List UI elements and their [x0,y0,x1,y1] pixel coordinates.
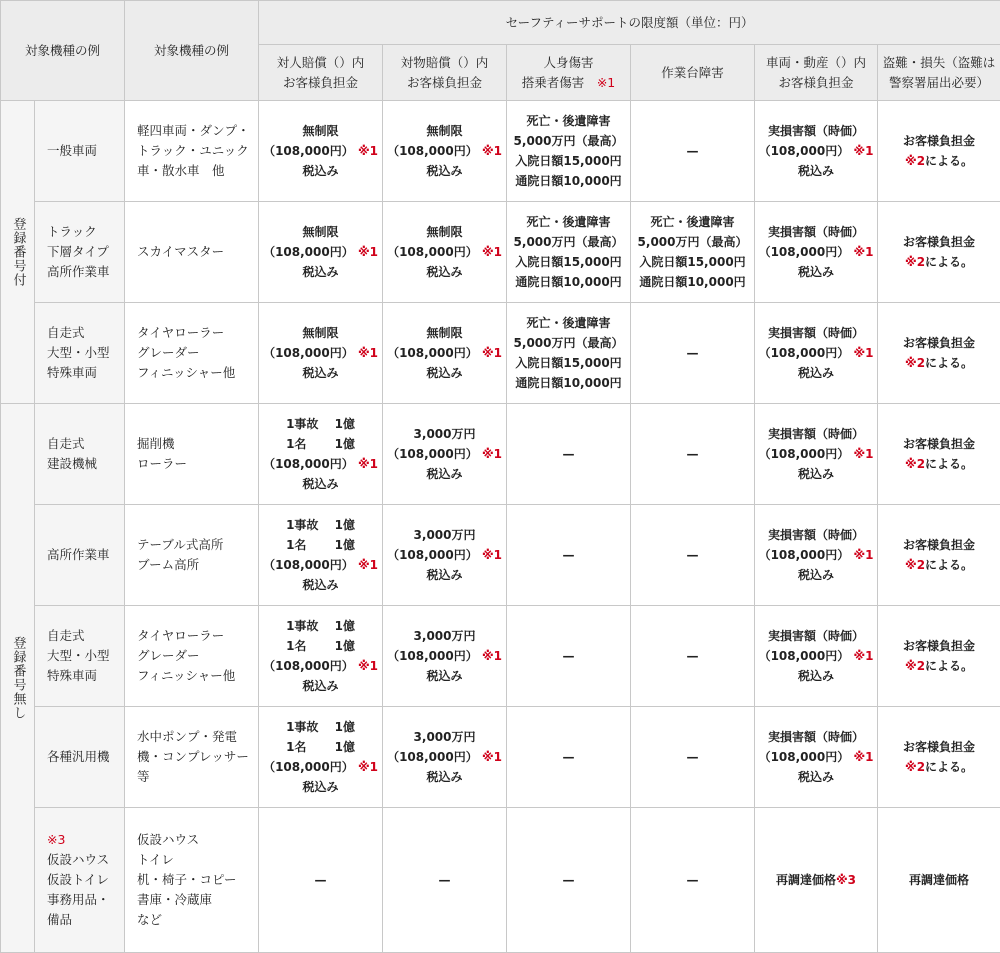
personal-injury-value: — [507,808,631,953]
machine-example: タイヤローラー グレーダー フィニッシャー他 [125,606,259,707]
bodily-liability-value: 1事故 1億 1名 1億 （108,000円） ※1 税込み [259,707,383,808]
header-property-liability: 対物賠償（）内 お客様負担金 [383,45,507,101]
machine-type: トラック 下層タイプ 高所作業車 [35,202,125,303]
table-row [1,202,1000,303]
machine-type: 一般車両 [35,101,125,202]
property-liability-value: 3,000万円 （108,000円） ※1 税込み [383,606,507,707]
personal-injury-value: — [507,404,631,505]
property-liability-value: — [383,808,507,953]
property-liability-value: 無制限 （108,000円） ※1 税込み [383,202,507,303]
machine-type: 自走式 大型・小型 特殊車両 [35,606,125,707]
vehicle-movable-value: 実損害額（時価） （108,000円） ※1 税込み [755,707,878,808]
property-liability-value: 3,000万円 （108,000円） ※1 税込み [383,505,507,606]
platform-damage-value: — [631,303,755,404]
property-liability-value: 無制限 （108,000円） ※1 税込み [383,303,507,404]
theft-loss-value: お客様負担金 ※2による。 [878,505,1000,606]
vehicle-movable-value: 再調達価格※3 [755,808,878,953]
platform-damage-value: 死亡・後遺障害 5,000万円（最高） 入院日額15,000円 通院日額10,000円 [631,202,755,303]
header-example-1: 対象機種の例 [1,1,125,101]
personal-injury-value: 死亡・後遺障害 5,000万円（最高） 入院日額15,000円 通院日額10,000円 [507,101,631,202]
group-registered: 登録番号付 [1,101,35,404]
machine-example: テーブル式高所 ブーム高所 [125,505,259,606]
bodily-liability-value: 1事故 1億 1名 1億 （108,000円） ※1 税込み [259,606,383,707]
personal-injury-value: — [507,707,631,808]
machine-type: 自走式 建設機械 [35,404,125,505]
theft-loss-value: お客様負担金 ※2による。 [878,707,1000,808]
header-bodily-liability: 対人賠償（）内 お客様負担金 [259,45,383,101]
machine-type: 高所作業車 [35,505,125,606]
bodily-liability-value: 無制限 （108,000円） ※1 税込み [259,101,383,202]
table-row [1,707,1000,808]
group-unregistered: 登録番号無し [1,404,35,953]
table-row [1,505,1000,606]
platform-damage-value: — [631,404,755,505]
machine-example: タイヤローラー グレーダー フィニッシャー他 [125,303,259,404]
header-vehicle-movable: 車両・動産（）内 お客様負担金 [755,45,878,101]
table-row [1,303,1000,404]
personal-injury-value: — [507,606,631,707]
personal-injury-value: 死亡・後遺障害 5,000万円（最高） 入院日額15,000円 通院日額10,000円 [507,303,631,404]
theft-loss-value: 再調達価格 [878,808,1000,953]
platform-damage-value: — [631,808,755,953]
machine-type: ※3 仮設ハウス 仮設トイレ 事務用品・ 備品 [35,808,125,953]
table-row [1,101,1000,202]
vehicle-movable-value: 実損害額（時価） （108,000円） ※1 税込み [755,303,878,404]
platform-damage-value: — [631,505,755,606]
vehicle-movable-value: 実損害額（時価） （108,000円） ※1 税込み [755,101,878,202]
vehicle-movable-value: 実損害額（時価） （108,000円） ※1 税込み [755,202,878,303]
bodily-liability-value: 1事故 1億 1名 1億 （108,000円） ※1 税込み [259,505,383,606]
theft-loss-value: お客様負担金 ※2による。 [878,101,1000,202]
bodily-liability-value: 無制限 （108,000円） ※1 税込み [259,303,383,404]
header-theft-loss: 盗難・損失（盗難は 警察署届出必要） [878,45,1000,101]
table-row [1,808,1000,953]
theft-loss-value: お客様負担金 ※2による。 [878,606,1000,707]
property-liability-value: 無制限 （108,000円） ※1 税込み [383,101,507,202]
header-personal-injury: 人身傷害 搭乗者傷害 ※1 [507,45,631,101]
table-row [1,404,1000,505]
platform-damage-value: — [631,707,755,808]
theft-loss-value: お客様負担金 ※2による。 [878,303,1000,404]
vehicle-movable-value: 実損害額（時価） （108,000円） ※1 税込み [755,404,878,505]
table-row [1,606,1000,707]
theft-loss-value: お客様負担金 ※2による。 [878,202,1000,303]
property-liability-value: 3,000万円 （108,000円） ※1 税込み [383,707,507,808]
bodily-liability-value: 1事故 1億 1名 1億 （108,000円） ※1 税込み [259,404,383,505]
platform-damage-value: — [631,606,755,707]
machine-example: 軽四車両・ダンプ・ トラック・ユニック 車・散水車 他 [125,101,259,202]
bodily-liability-value: 無制限 （108,000円） ※1 税込み [259,202,383,303]
bodily-liability-value: — [259,808,383,953]
machine-type: 自走式 大型・小型 特殊車両 [35,303,125,404]
header-example-2: 対象機種の例 [125,1,259,101]
machine-example: 仮設ハウス トイレ 机・椅子・コピー 書庫・冷蔵庫 など [125,808,259,953]
personal-injury-value: 死亡・後遺障害 5,000万円（最高） 入院日額15,000円 通院日額10,000円 [507,202,631,303]
platform-damage-value: — [631,101,755,202]
header-support-title: セーフティーサポートの限度額（単位：円） [259,1,1000,45]
theft-loss-value: お客様負担金 ※2による。 [878,404,1000,505]
machine-example: 掘削機 ローラー [125,404,259,505]
header-platform-damage: 作業台障害 [631,45,755,101]
machine-example: スカイマスター [125,202,259,303]
personal-injury-value: — [507,505,631,606]
machine-example: 水中ポンプ・発電 機・コンプレッサー 等 [125,707,259,808]
property-liability-value: 3,000万円 （108,000円） ※1 税込み [383,404,507,505]
vehicle-movable-value: 実損害額（時価） （108,000円） ※1 税込み [755,505,878,606]
vehicle-movable-value: 実損害額（時価） （108,000円） ※1 税込み [755,606,878,707]
machine-type: 各種汎用機 [35,707,125,808]
